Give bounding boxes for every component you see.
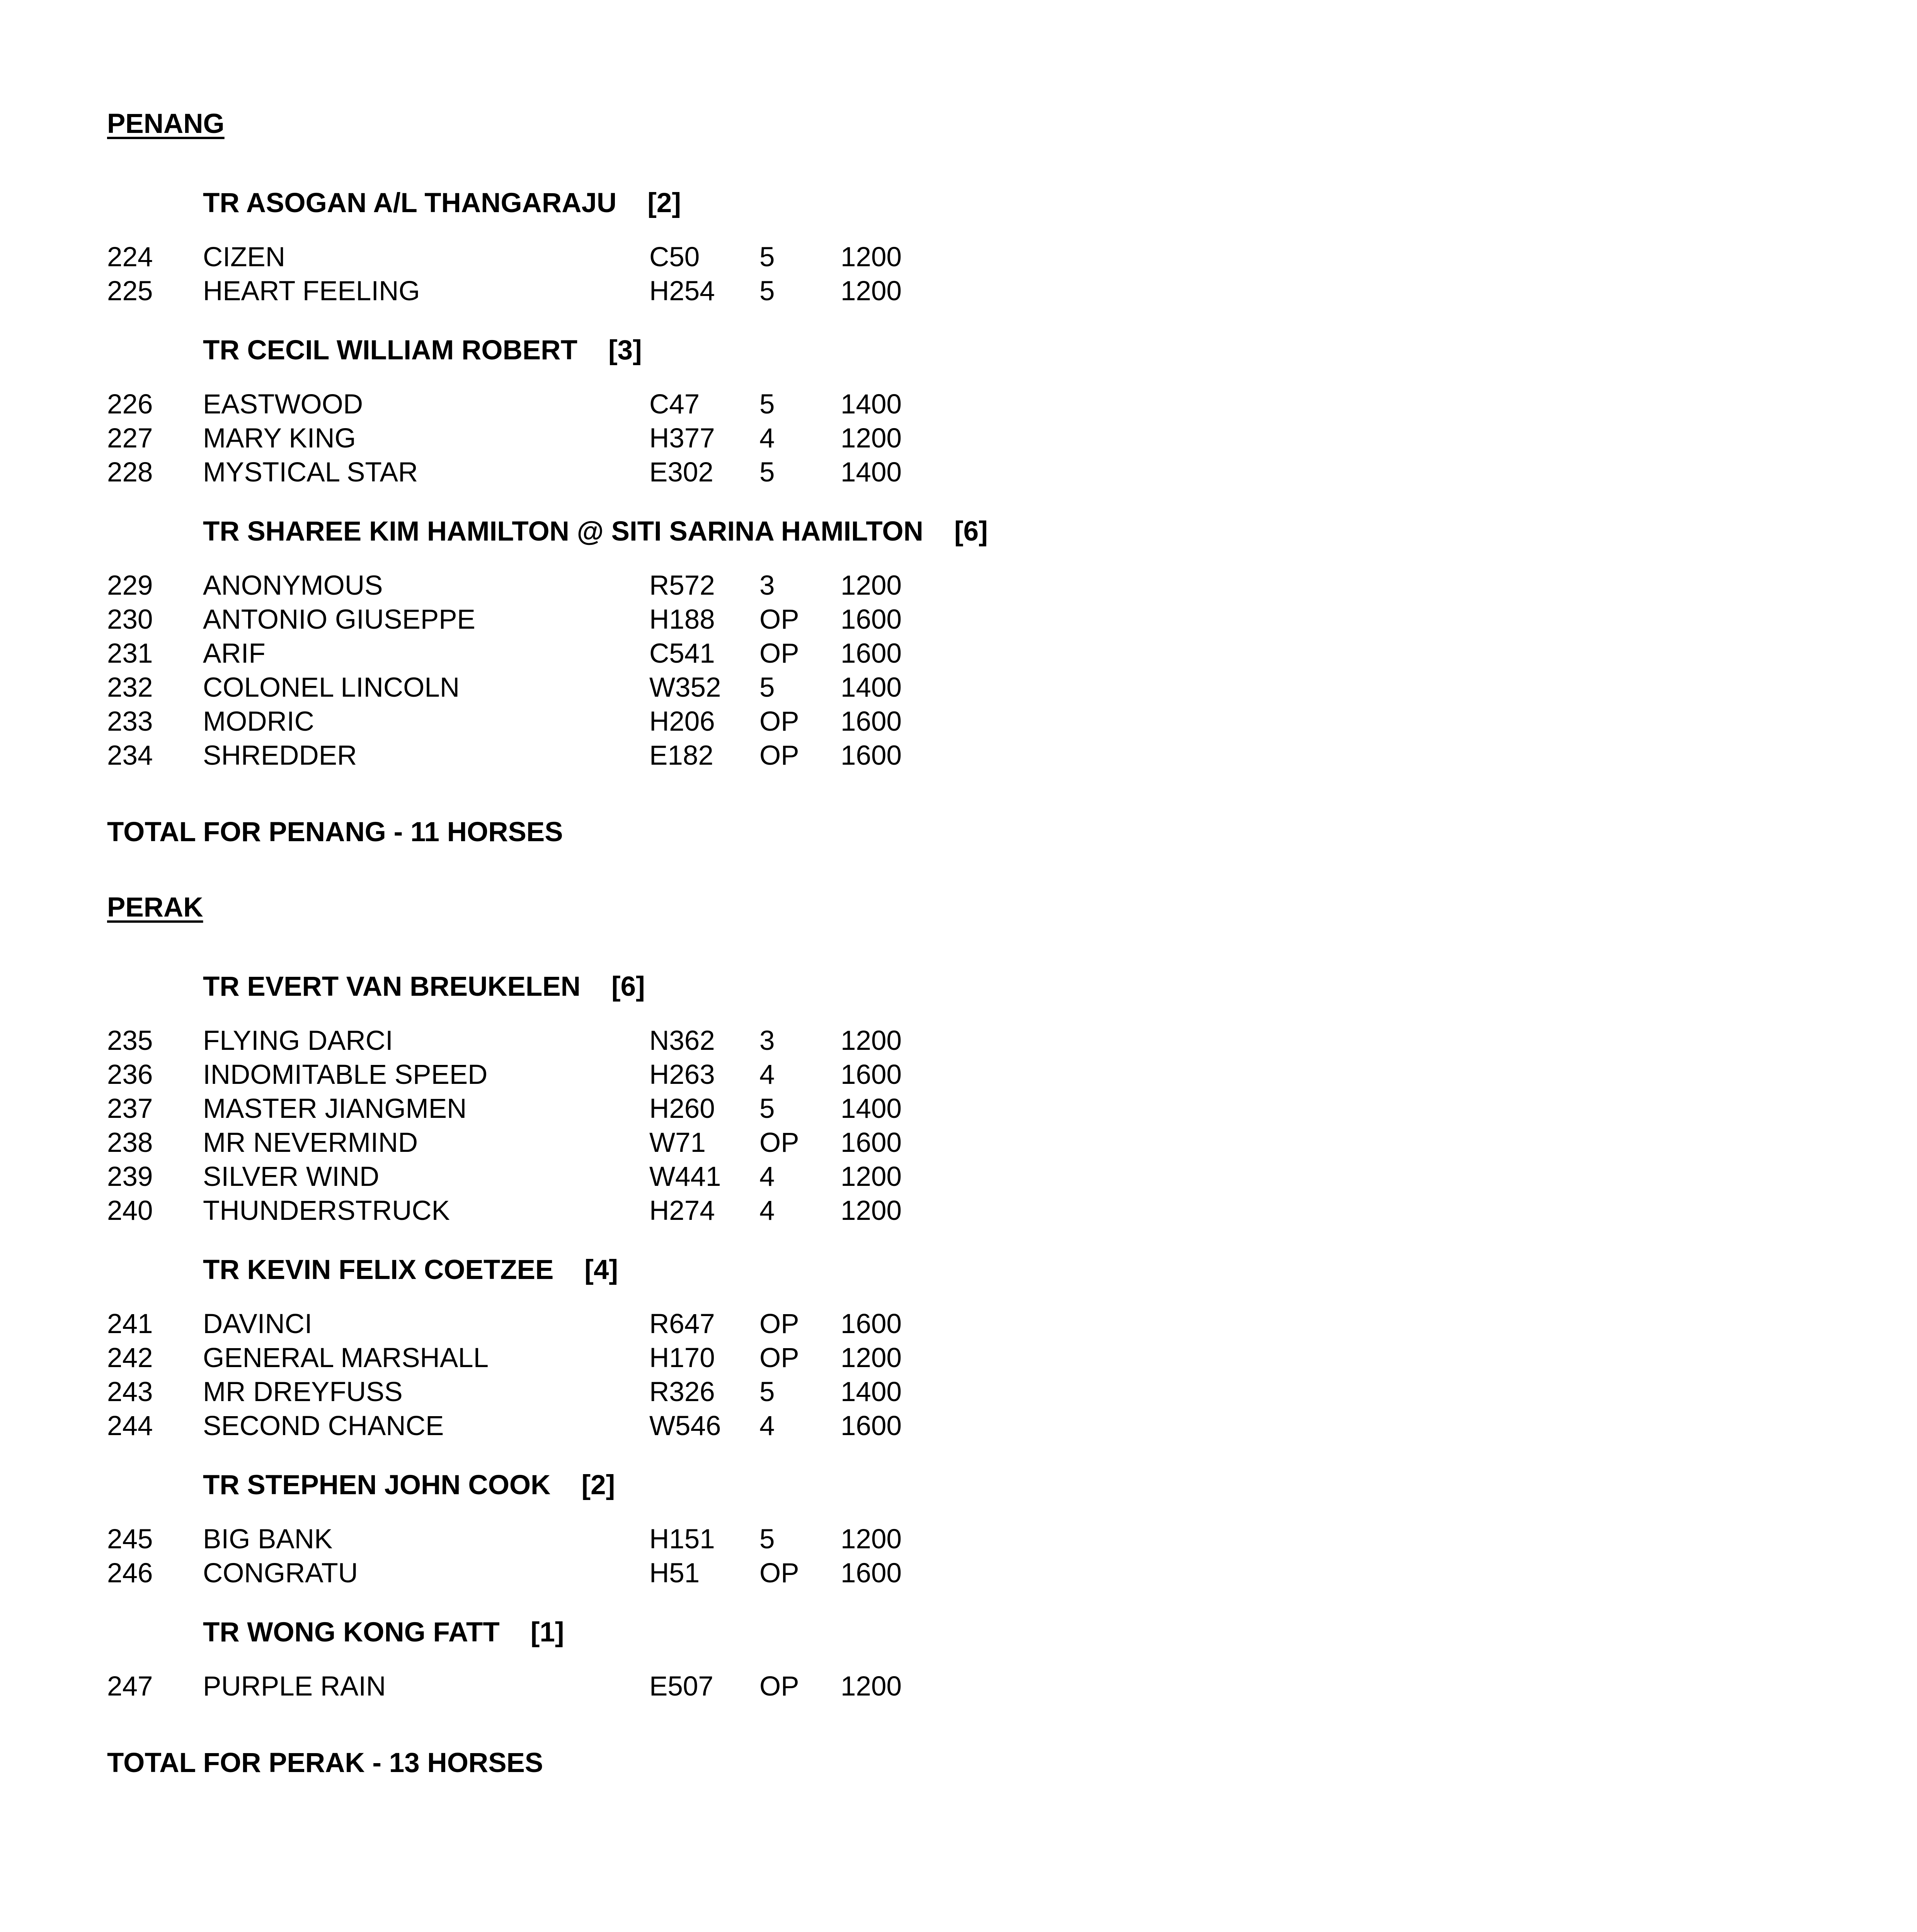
horse-distance: 1600 [841,1558,902,1588]
horse-number: 242 [107,1343,153,1373]
region-heading: PERAK [107,892,203,923]
horse-code: W352 [649,672,721,703]
horse-class: 5 [759,389,775,420]
horse-distance: 1200 [841,242,902,272]
trainer-name: TR SHAREE KIM HAMILTON @ SITI SARINA HAMILTON [203,516,923,547]
trainer-name: TR KEVIN FELIX COETZEE [203,1255,554,1285]
horse-distance: 1200 [841,570,902,601]
horse-distance: 1600 [841,706,902,737]
horse-distance: 1600 [841,1411,902,1441]
trainer-name: TR ASOGAN A/L THANGARAJU [203,188,617,218]
horse-code: E182 [649,740,713,771]
horse-number: 226 [107,389,153,420]
horse-number: 236 [107,1060,153,1090]
horse-code: H188 [649,604,715,635]
trainer-name: TR WONG KONG FATT [203,1617,500,1648]
horse-class: 5 [759,242,775,272]
horse-class: 4 [759,1196,775,1226]
horse-number: 224 [107,242,153,272]
horse-code: R572 [649,570,715,601]
horse-code: W546 [649,1411,721,1441]
horse-class: OP [759,706,799,737]
trainer-name: TR STEPHEN JOHN COOK [203,1470,551,1500]
horse-name: ANTONIO GIUSEPPE [203,604,475,635]
horse-class: 4 [759,1162,775,1192]
horse-number: 227 [107,423,153,454]
horse-distance: 1400 [841,389,902,420]
horse-distance: 1200 [841,1671,902,1702]
horse-class: OP [759,1128,799,1158]
horse-number: 233 [107,706,153,737]
horse-code: R326 [649,1377,715,1407]
horse-class: OP [759,1309,799,1339]
trainer-name: TR EVERT VAN BREUKELEN [203,971,581,1002]
horse-number: 237 [107,1094,153,1124]
horse-class: OP [759,1343,799,1373]
horse-name: MR DREYFUSS [203,1377,403,1407]
horse-name: PURPLE RAIN [203,1671,386,1702]
horse-class: OP [759,1671,799,1702]
trainer-horse-count: [2] [647,188,681,218]
horse-code: H51 [649,1558,700,1588]
horse-name: HEART FEELING [203,276,420,306]
region-heading: PENANG [107,109,225,139]
horse-distance: 1400 [841,672,902,703]
horse-code: R647 [649,1309,715,1339]
horse-name: MR NEVERMIND [203,1128,418,1158]
trainer-horse-count: [6] [611,971,645,1002]
horse-class: 3 [759,570,775,601]
horse-name: INDOMITABLE SPEED [203,1060,488,1090]
horse-name: FLYING DARCI [203,1026,393,1056]
horse-distance: 1600 [841,638,902,669]
horse-number: 234 [107,740,153,771]
horse-distance: 1200 [841,1196,902,1226]
horse-code: H254 [649,276,715,306]
horse-distance: 1400 [841,1377,902,1407]
horse-class: 5 [759,276,775,306]
horse-number: 231 [107,638,153,669]
horse-name: MASTER JIANGMEN [203,1094,467,1124]
trainer-horse-count: [4] [584,1255,618,1285]
horse-code: H260 [649,1094,715,1124]
horse-code: N362 [649,1026,715,1056]
trainer-horse-count: [2] [581,1470,615,1500]
horse-class: 5 [759,1094,775,1124]
horse-class: 5 [759,1377,775,1407]
horse-code: W441 [649,1162,721,1192]
horse-name: ANONYMOUS [203,570,383,601]
horse-number: 240 [107,1196,153,1226]
horse-distance: 1400 [841,457,902,488]
horse-code: C47 [649,389,700,420]
horse-number: 239 [107,1162,153,1192]
horse-name: COLONEL LINCOLN [203,672,460,703]
trainer-horse-count: [3] [608,335,642,366]
horse-name: SHREDDER [203,740,357,771]
horse-class: OP [759,740,799,771]
horse-name: SECOND CHANCE [203,1411,444,1441]
horse-distance: 1400 [841,1094,902,1124]
horse-number: 243 [107,1377,153,1407]
horse-code: H377 [649,423,715,454]
section-total: TOTAL FOR PERAK - 13 HORSES [107,1748,543,1778]
horse-distance: 1600 [841,1060,902,1090]
horse-name: SILVER WIND [203,1162,380,1192]
horse-number: 241 [107,1309,153,1339]
horse-class: 5 [759,457,775,488]
horse-name: MODRIC [203,706,314,737]
horse-code: E507 [649,1671,713,1702]
horse-class: OP [759,604,799,635]
horse-code: C50 [649,242,700,272]
horse-class: OP [759,638,799,669]
horse-number: 228 [107,457,153,488]
horse-class: 3 [759,1026,775,1056]
horse-class: 4 [759,423,775,454]
trainer-name: TR CECIL WILLIAM ROBERT [203,335,577,366]
horse-name: EASTWOOD [203,389,363,420]
horse-name: CIZEN [203,242,285,272]
horse-class: 4 [759,1060,775,1090]
horse-code: W71 [649,1128,706,1158]
horse-code: C541 [649,638,715,669]
horse-name: BIG BANK [203,1524,333,1554]
horse-distance: 1200 [841,1162,902,1192]
horse-distance: 1600 [841,1128,902,1158]
horse-number: 245 [107,1524,153,1554]
horse-number: 246 [107,1558,153,1588]
horse-number: 235 [107,1026,153,1056]
horse-class: OP [759,1558,799,1588]
horse-distance: 1200 [841,1343,902,1373]
trainer-horse-count: [1] [530,1617,564,1648]
horse-name: MARY KING [203,423,356,454]
horse-name: CONGRATU [203,1558,358,1588]
trainer-horse-count: [6] [954,516,988,547]
horse-name: ARIF [203,638,266,669]
horse-name: DAVINCI [203,1309,312,1339]
horse-code: H263 [649,1060,715,1090]
section-total: TOTAL FOR PENANG - 11 HORSES [107,817,563,847]
horse-name: GENERAL MARSHALL [203,1343,489,1373]
horse-class: 5 [759,672,775,703]
horse-name: MYSTICAL STAR [203,457,418,488]
horse-class: 4 [759,1411,775,1441]
horse-distance: 1200 [841,423,902,454]
horse-number: 232 [107,672,153,703]
horse-number: 247 [107,1671,153,1702]
horse-number: 244 [107,1411,153,1441]
horse-number: 225 [107,276,153,306]
horse-code: H151 [649,1524,715,1554]
horse-class: 5 [759,1524,775,1554]
horse-distance: 1600 [841,604,902,635]
horse-number: 229 [107,570,153,601]
horse-code: H170 [649,1343,715,1373]
horse-distance: 1600 [841,1309,902,1339]
horse-code: H274 [649,1196,715,1226]
horse-code: E302 [649,457,713,488]
horse-distance: 1200 [841,1026,902,1056]
horse-number: 230 [107,604,153,635]
horse-distance: 1200 [841,276,902,306]
horse-number: 238 [107,1128,153,1158]
horse-distance: 1200 [841,1524,902,1554]
horse-name: THUNDERSTRUCK [203,1196,450,1226]
horse-distance: 1600 [841,740,902,771]
horse-code: H206 [649,706,715,737]
